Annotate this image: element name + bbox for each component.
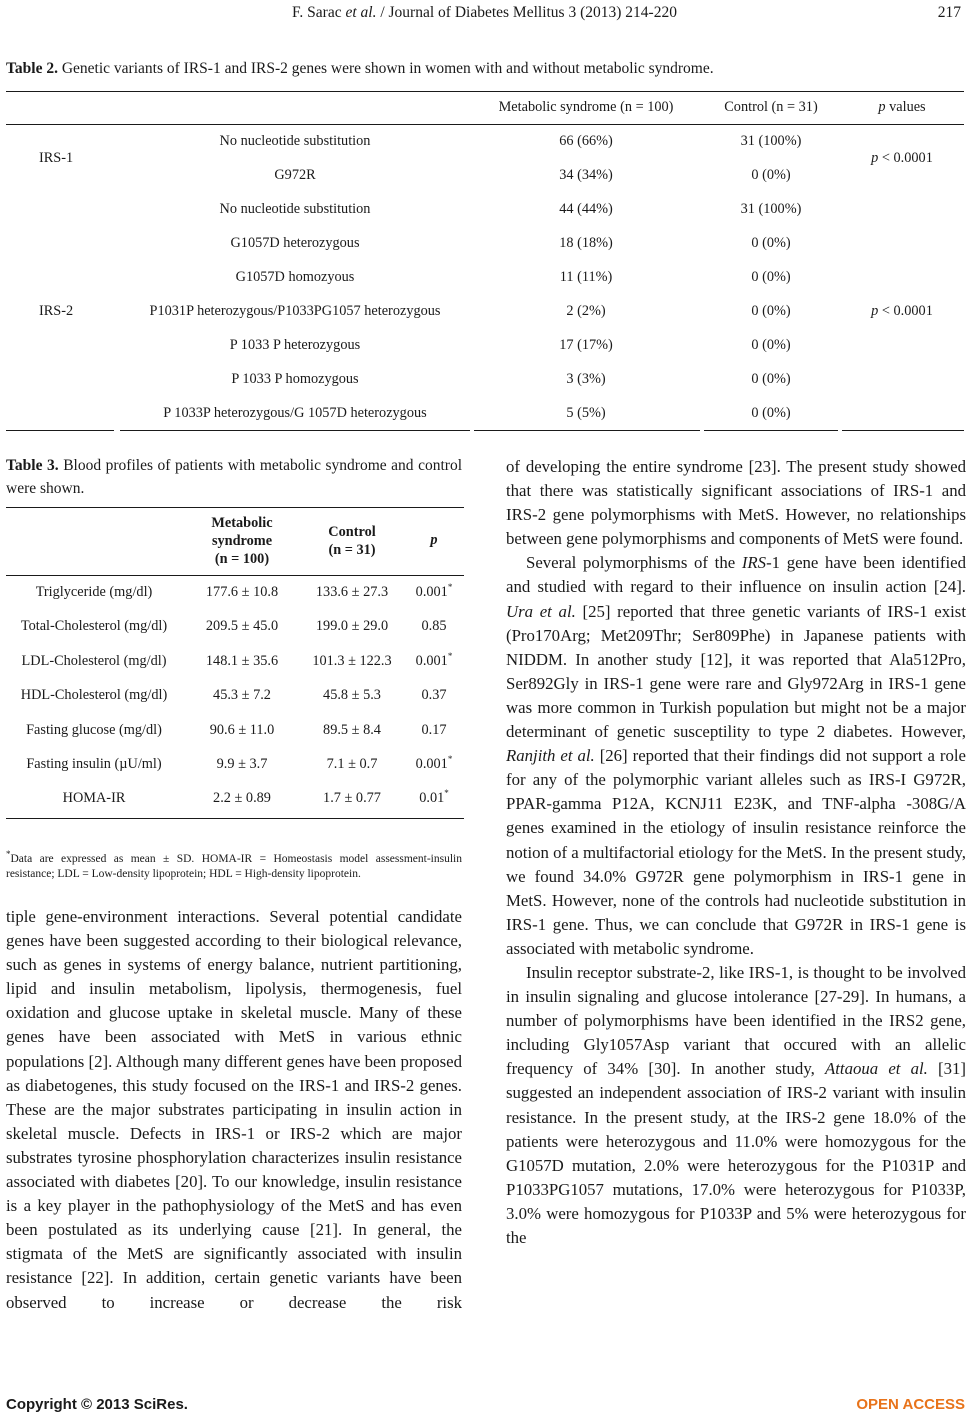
open-access-label: OPEN ACCESS (856, 1396, 965, 1413)
table3-footnote: *Data are expressed as mean ± SD. HOMA-IR = Homeostasis model assessment-insulin resistance; LDL = Low-density lipoprotein; HDL = High-density lipoprotein. (6, 849, 462, 880)
table3-control-cell: 1.7 ± 0.77 (323, 790, 381, 807)
table2-mets-cell: 34 (34%) (559, 167, 613, 183)
table2-control-cell: 31 (100%) (740, 201, 802, 217)
table2-mets-cell: 11 (11%) (559, 269, 613, 285)
table3-mets-cell: 90.6 ± 11.0 (209, 721, 275, 738)
paragraph: of developing the entire syndrome [23]. The present study showed that there was statistically significant associations of IRS-1 and IRS-2 gene polymorphisms with MetS. However, no relationships between gene polymorphisms and components of MetS were found. (506, 457, 966, 549)
table2-mets-cell: 17 (17%) (559, 337, 613, 353)
table2-control-cell: 0 (0%) (751, 167, 791, 183)
table2-mets-cell: 3 (3%) (566, 371, 606, 387)
table3-parameter-cell: LDL-Cholesterol (mg/dl) (21, 652, 167, 669)
table2-bottom-rule-1 (6, 430, 114, 431)
table3-p-cell: 0.01* (419, 788, 449, 807)
table3-parameter-cell: Triglyceride (mg/dl) (35, 584, 153, 600)
left-column-text (6, 905, 462, 1315)
table2 (6, 91, 964, 431)
table3-mets-cell: 148.1 ± 35.6 (205, 652, 279, 669)
table2-control-cell: 0 (0%) (751, 235, 791, 251)
table2-control-cell: 31 (100%) (740, 133, 802, 149)
table2-mets-cell: 18 (18%) (559, 235, 613, 251)
table2-header-control: Control (n = 31) (724, 99, 818, 115)
table3-parameter-cell: Total-Cholesterol (mg/dl) (20, 618, 168, 635)
table3-mets-cell: 45.3 ± 7.2 (213, 687, 271, 704)
table3-control-cell: 101.3 ± 122.3 (312, 652, 392, 669)
table3-bottom-rule (6, 818, 464, 819)
table3 (6, 507, 464, 847)
table3-mets-cell: 209.5 ± 45.0 (205, 618, 279, 635)
table2-control-cell: 0 (0%) (751, 405, 791, 421)
table2-bottom-rule-3 (474, 430, 700, 431)
table2-header-rule (6, 124, 964, 125)
table2-variant-cell: P 1033P heterozygous/G 1057D heterozygous (163, 405, 427, 421)
table2-header-mets: Metabolic syndrome (n = 100) (498, 99, 674, 115)
table2-variant-cell: P 1033 P heterozygous (229, 337, 361, 353)
table3-parameter-cell: HDL-Cholesterol (mg/dl) (20, 687, 168, 704)
table2-mets-cell: 66 (66%) (559, 133, 613, 149)
table3-control-cell: 199.0 ± 29.0 (315, 618, 389, 635)
running-title: F. Sarac et al. / Journal of Diabetes Mellitus 3 (2013) 214-220 (292, 4, 677, 21)
table2-caption: Table 2. Genetic variants of IRS-1 and IRS-2 genes were shown in women with and without metabolic syndrome. (6, 60, 714, 77)
paragraph: Insulin receptor substrate-2, like IRS-1, is thought to be involved in insulin signaling and glucose intolerance [27-29]. In humans, a number of polymorphisms have been identified in the IRS2 gene, including Gly1057Asp variant that occured with an allelic frequency of 34% [30]. In another study, Attaoua et al. [31] suggested an independent association of IRS-2 variant with insulin resistance. In the present study, at the IRS-2 gene 18.0% of the patients were heterozygous and 11.0% were homozygous for the G1057D mutation, 2.0% were heterozygous for the P1031P and P1033PG1057 mutations, 17.0% were heterozygous for P1033P, 3.0% were homozygous for P1033P and 5% were heterozygous for the (506, 962, 966, 1247)
table2-variant-cell: G1057D heterozygous (230, 235, 360, 251)
table3-parameter-cell: Fasting insulin (µU/ml) (26, 756, 162, 772)
table2-control-cell: 0 (0%) (751, 337, 791, 353)
table3-mets-cell: 177.6 ± 10.8 (205, 584, 279, 600)
table2-p-value: p < 0.0001 (871, 303, 933, 319)
table3-caption: Table 3. Blood profiles of patients with metabolic syndrome and control were shown. (6, 457, 462, 497)
table3-control-cell: 89.5 ± 8.4 (323, 721, 381, 738)
table2-variant-cell: P 1033 P homozygous (231, 371, 359, 387)
table2-bottom-rule-4 (704, 430, 838, 431)
table2-header-p: p values (878, 99, 926, 115)
table2-bottom-rule-5 (842, 430, 964, 431)
table3-p-cell: 0.85 (421, 618, 447, 635)
running-header (0, 0, 969, 30)
table2-mets-cell: 2 (2%) (566, 303, 606, 319)
table3-p-cell: 0.001* (415, 582, 453, 600)
table2-variant-cell: No nucleotide substitution (219, 201, 371, 217)
table2-control-cell: 0 (0%) (751, 303, 791, 319)
paragraph: Several polymorphisms of the IRS-1 gene have been identified and studied with regard to their influence on insulin action [24]. Ura et al. [25] reported that three genetic variants of IRS-1 exist (Pro170Arg; Met209Thr; Ser809Phe) in Japanese patients with NIDDM. In another study [12], it was reported that Ala512Pro, Ser892Gly in IRS-1 gene were rare and Gly972Arg in IRS-1 gene was more common in Turkish population but might not be a major determinant of genetic susceptility to type 2 diabetes. However, Ranjith et al. [26] reported that their findings did not support a role for any of the polymorphic variant alleles such as IRS-I G972R, PPAR-gamma P12A, KCNJ11 E23K, and TNF-alpha -308G/A genes examined in the etiology of insulin resistance reinforce the notion of a multifactorial etiology for the MetS. In the present study, we found 34.0% G972R gene polymorphism in IRS-1 gene in MetS. However, none of the controls had nucleotide substitution in IRS-1 gene. Thus, we can conclude that G972R in IRS-1 gene is associated with metabolic syndrome. (506, 553, 966, 958)
table3-mets-cell: 2.2 ± 0.89 (213, 790, 271, 807)
table2-gene-label: IRS-1 (39, 150, 74, 166)
table3-header-rule (6, 575, 464, 576)
table2-p-value: p < 0.0001 (871, 150, 933, 166)
table3-p-cell: 0.17 (421, 721, 447, 738)
table2-bottom-rule-2 (120, 430, 470, 431)
table3-p-cell: 0.001* (415, 754, 453, 772)
table3-control-cell: 45.8 ± 5.3 (323, 687, 381, 704)
table3-parameter-cell: Fasting glucose (mg/dl) (26, 721, 162, 738)
table2-variant-cell: P1031P heterozygous/P1033PG1057 heterozygous (149, 303, 441, 319)
table2-control-cell: 0 (0%) (751, 371, 791, 387)
table3-header-mets: Metabolic syndrome (n = 100) (211, 515, 273, 567)
table3-control-cell: 133.6 ± 27.3 (315, 584, 389, 600)
right-column-text (506, 455, 966, 1250)
table2-control-cell: 0 (0%) (751, 269, 791, 285)
table3-control-cell: 7.1 ± 0.7 (326, 756, 378, 772)
table3-header-control: Control (n = 31) (328, 524, 376, 558)
paragraph: tiple gene-environment interactions. Several potential candidate genes have been suggested according to their biological relevance, such as genes in systems of energy balance, nutrient partitioning, lipid and insulin metabolism, lipolysis, thermogenesis, fuel oxidation and glucose uptake in skeletal muscle. Many of these genes have been associated with MetS in various ethnic populations [2]. Although many different genes have been proposed as diabetogenes, this study focused on the IRS-1 and IRS-2 genes. These are the major substrates participating in insulin action in skeletal muscle. Defects in IRS-1 or IRS-2 which are major substrates tyrosine phosphorylation characterizes insulin resistance associated with diabetes [20]. To our knowledge, insulin resistance is a key player in the pathophysiology of the MetS and has even been postulated as its underlying cause [21]. In general, the stigmata of the MetS are significantly associated with insulin resistance [22]. In addition, certain genetic variants have been observed to increase or decrease the risk (6, 907, 462, 1312)
copyright-notice: Copyright © 2013 SciRes. (6, 1396, 188, 1413)
table2-top-rule (6, 91, 964, 92)
table2-variant-cell: No nucleotide substitution (219, 133, 371, 149)
table2-variant-cell: G1057D homozyous (235, 269, 355, 285)
table3-p-cell: 0.001* (415, 651, 453, 669)
table2-mets-cell: 44 (44%) (559, 201, 613, 217)
table2-gene-label: IRS-2 (39, 303, 74, 319)
table3-parameter-cell: HOMA-IR (62, 790, 126, 807)
table3-p-cell: 0.37 (421, 687, 447, 704)
table3-mets-cell: 9.9 ± 3.7 (216, 756, 268, 772)
table3-header-p: p (430, 532, 438, 548)
table2-mets-cell: 5 (5%) (566, 405, 606, 421)
page-number: 217 (937, 4, 961, 21)
table2-variant-cell: G972R (274, 167, 316, 183)
table3-top-rule (6, 507, 464, 508)
